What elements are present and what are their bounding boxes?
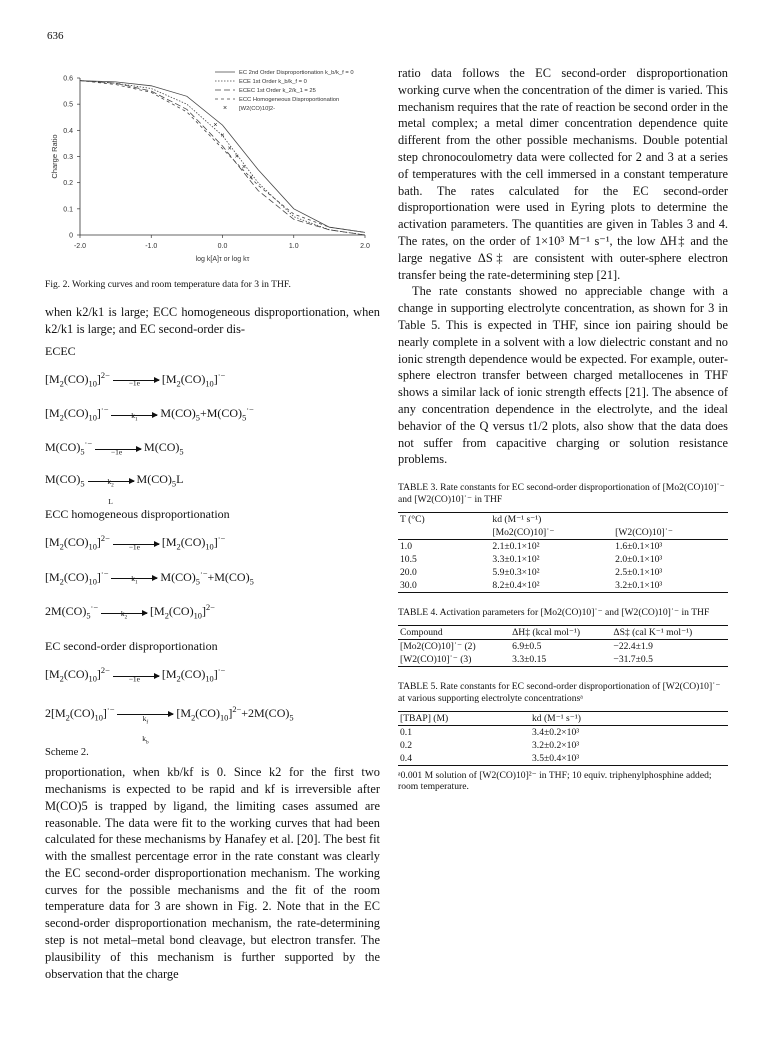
x-tick-label: 2.0 [360, 243, 370, 250]
legend-entry: EC 2nd Order Disproportionation k_b/k_f = 0 [239, 70, 354, 76]
table-3-row [398, 553, 728, 566]
series-line [80, 81, 365, 233]
figure-caption: Fig. 2. Working curves and room temperature data for 3 in THF. [45, 279, 291, 290]
y-tick-label: 0.2 [63, 180, 73, 188]
page-number: 636 [47, 30, 64, 42]
y-tick-label: 0.3 [63, 154, 73, 161]
x-tick-label: -1.0 [145, 243, 158, 250]
data-point-marker: × [234, 153, 239, 161]
x-tick-label: -2.0 [73, 243, 87, 250]
right-paragraph-1: ratio data follows the EC second-order disproportionation working curve when the concentration of the dimer is varied. This mechanism requires that the rate of reaction be second order in the metal complex; a metal dimer concentration dependence quite different from the other possible mechanisms. Double potential step chronocoulometry data were collected for 2 and 3 at a series of temperatures with the cell immersed in a constant temperature bath. The rates calculated for the EC second-order disproportionation were used in Eyring plots to determine the activation parameters. The quantities are given in Tables 3 and 4. The rates, on the order of 1×10³ M⁻¹ s⁻¹, the low ΔH‡ and the large negative ΔS‡ are consistent with outer-sphere electron transfer being the rate-determining step [21]. [398, 66, 728, 282]
table-5-row-cell: 3.2±0.2×10³ [532, 740, 580, 752]
table-3-row-cell: 8.2±0.4×10² [492, 580, 540, 592]
scheme-ecec-heading: ECEC [45, 343, 76, 358]
ec-step-2: $2[M_2(CO)_{10}]^{\cdot-}$ $k_f$ $k_b$ $[M_2(CO)_{10}]^{2-}+2M(CO)_5$ [45, 704, 294, 746]
table-4-row-cell: [Mo2(CO)10]˙⁻ (2) [400, 641, 476, 653]
table-4-row-cell: 3.3±0.15 [512, 654, 547, 666]
table-3-row-cell: 20.0 [400, 567, 417, 579]
table-5-row [398, 726, 728, 740]
series-line [80, 81, 365, 235]
table-3-caption: TABLE 3. Rate constants for EC second-order disproportionation of [Mo2(CO)10]˙⁻ and [W2(CO)10]˙⁻ in THF [398, 482, 725, 506]
table-3-row [398, 566, 728, 579]
table-3-header-t: T (°C) [400, 514, 425, 526]
y-tick-label: 0 [69, 232, 73, 240]
right-column [398, 65, 728, 792]
table-5-row-cell: 0.1 [400, 727, 412, 739]
table-5-row-cell: 0.2 [400, 740, 412, 752]
table-4-row-cell: −31.7±0.5 [613, 654, 653, 666]
table-5-header-tbap: [TBAP] (M) [400, 713, 449, 725]
table-5-footnote: ᵃ0.001 M solution of [W2(CO)10]²⁻ in THF; 10 equiv. triphenylphosphine added; room temperature. [398, 770, 712, 793]
table-4-header-dh: ΔH‡ (kcal mol⁻¹) [512, 627, 581, 639]
x-tick-label: 1.0 [288, 243, 299, 250]
table-3-row [398, 579, 728, 593]
table-4-row [398, 653, 728, 667]
x-axis-label: log k[A]τ or log kτ [195, 256, 250, 263]
y-axis-label: Charge Ratio [50, 134, 59, 179]
data-point-marker: × [227, 145, 232, 153]
ecec-step-3: $M(CO)_5^{\cdot-}$ −1e− $M(CO)_5$ [45, 439, 184, 457]
y-tick-label: 0.1 [63, 206, 73, 214]
data-point-marker: × [220, 132, 225, 140]
table-3-row-cell: 10.5 [400, 554, 417, 566]
table-5-row [398, 752, 728, 766]
table-5-row-cell: 3.5±0.4×10³ [532, 753, 580, 765]
ecc-step-3: $2M(CO)_5^{\cdot-}$ $k_2$ $[M_2(CO)_{10}]^{2-}$ [45, 602, 215, 621]
series-line [80, 81, 365, 233]
table-5-caption: TABLE 5. Rate constants for EC second-order disproportionation of [W2(CO)10]˙⁻ at various supporting electrolyte concentrationsᵃ [398, 681, 721, 705]
legend-entry: ECEC 1st Order k_2/k_1 = 25 [239, 88, 316, 94]
table-5-row-cell: 3.4±0.2×10³ [532, 727, 580, 739]
table-4-row-cell: 6.9±0.5 [512, 641, 542, 653]
table-5-row [398, 739, 728, 752]
table-3 [398, 482, 728, 593]
table-4-caption: TABLE 4. Activation parameters for [Mo2(CO)10]˙⁻ and [W2(CO)10]˙⁻ in THF [398, 607, 710, 619]
table-3-row-cell: 1.6±0.1×10³ [615, 541, 663, 553]
legend-entry: ECE 1st Order k_b/k_f = 0 [239, 79, 307, 85]
series-line [80, 81, 365, 235]
working-curves-plot [45, 60, 380, 275]
data-point-marker: × [241, 163, 246, 171]
ecc-step-1: $[M_2(CO)_{10}]^{2-}$ −1e− $[M_2(CO)_{10}]^{\cdot-}$ [45, 534, 226, 552]
ec-step-1: $[M_2(CO)_{10}]^{2-}$ −1e− $[M_2(CO)_{10}]^{\cdot-}$ [45, 666, 226, 684]
table-3-row-cell: 30.0 [400, 580, 417, 592]
table-4-row [398, 640, 728, 654]
y-tick-label: 0.4 [63, 127, 73, 135]
x-tick-label: 0.0 [217, 243, 228, 250]
right-paragraph-2: The rate constants showed no appreciable change with a change in supporting electrolyte concentration, as shown for 3 in Table 5. This is expected in THF, since ion pairing should be nearly complete in a solvent with a low dielectric constant and no ionic strength dependence would be expected. For example, outer-sphere electron transfer between charged metallocenes in THF shows a similar lack of ionic strength effects [21]. The absence of any concentration dependence in the electrolyte, and the ideal behavior of the Q versus t1/2 plots, also show that the data does not suffer from capacitive charging or solution resistance problems. [398, 284, 728, 467]
table-3-row-cell: 3.2±0.1×10³ [615, 580, 663, 592]
table-3-header-kd: kd (M⁻¹ s⁻¹) [492, 514, 542, 526]
ecec-step-2: $[M_2(CO)_{10}]^{\cdot-}$ $k_1$ $M(CO)_5+M(CO)_5^{\cdot-}$ [45, 404, 254, 423]
table-3-row-cell: 3.3±0.1×10² [492, 554, 540, 566]
table-4-row-cell: −22.4±1.9 [613, 641, 653, 653]
table-3-row-cell: 2.1±0.1×10² [492, 541, 540, 553]
table-3-row-cell: 2.5±0.1×10³ [615, 567, 663, 579]
table-3-header-mo: [Mo2(CO)10]˙⁻ [492, 527, 555, 539]
figure-2-chart [45, 60, 380, 275]
y-tick-label: 0.5 [63, 101, 73, 109]
left-paragraph-1: when k2/k1 is large; ECC homogeneous disproportionation, when k2/k1 is large; and EC second-order dis- [45, 305, 380, 336]
scheme-ec-heading: EC second-order disproportionation [45, 639, 218, 654]
data-point-marker: × [213, 122, 218, 130]
scheme-label: Scheme 2. [45, 747, 89, 759]
legend-entry: ECC Homogeneous Disproportionation [239, 97, 340, 103]
table-3-row-cell: 5.9±0.3×10² [492, 567, 540, 579]
table-4-header-compound: Compound [400, 627, 443, 639]
ecc-step-2: $[M_2(CO)_{10}]^{\cdot-}$ $k_1$ $M(CO)_5^{\cdot-}+M(CO)_5$ [45, 568, 254, 586]
y-tick-label: 0.6 [63, 75, 73, 83]
ecec-step-4: $M(CO)_5$ $k_2$ L $M(CO)_5L$ [45, 471, 184, 506]
scheme-ecc-heading: ECC homogeneous disproportionation [45, 507, 230, 522]
table-4-row-cell: [W2(CO)10]˙⁻ (3) [400, 654, 472, 666]
table-5-row-cell: 0.4 [400, 753, 412, 765]
table-4 [398, 607, 728, 667]
ecec-step-1: $[M_2(CO)_{10}]^{2-}$ −1e− $[M_2(CO)_{10}]^{\cdot-}$ [45, 370, 226, 388]
left-paragraph-2: proportionation, when kb/kf is 0. Since k2 for the first two mechanisms is expected to be rapid and kf is irreversible after M(CO)5 is trapped by ligand, the limiting cases assumed are reasonable. The data were fit to the working curves that had been calculated for these mechanisms by Hanafey et al. [20]. The best fit with the smallest percentage error in the rate constant was clearly the EC second-order disproportionation mechanism. The working curves for the possible mechanisms and the fit of the room temperature data for 3 are shown in Fig. 2. Note that in the EC second-order disproportionation mechanism, the rate-determining step is not metal–metal bond cleavage, but electron transfer. The plausibility of this mechanism is further supported by the observation that the charge [45, 765, 380, 981]
legend-marker: × [222, 105, 228, 112]
legend-entry: [W2(CO)10]2- [239, 106, 276, 112]
table-3-row [398, 540, 728, 554]
table-4-header-ds: ΔS‡ (cal K⁻¹ mol⁻¹) [613, 627, 693, 639]
table-3-header-w: [W2(CO)10]˙⁻ [615, 527, 673, 539]
data-point-marker: × [248, 174, 254, 182]
table-5-header-kd: kd (M⁻¹ s⁻¹) [532, 713, 581, 725]
table-5 [398, 681, 728, 792]
table-3-row-cell: 2.0±0.1×10³ [615, 554, 663, 566]
left-column [45, 60, 380, 982]
table-3-row-cell: 1.0 [400, 541, 412, 553]
